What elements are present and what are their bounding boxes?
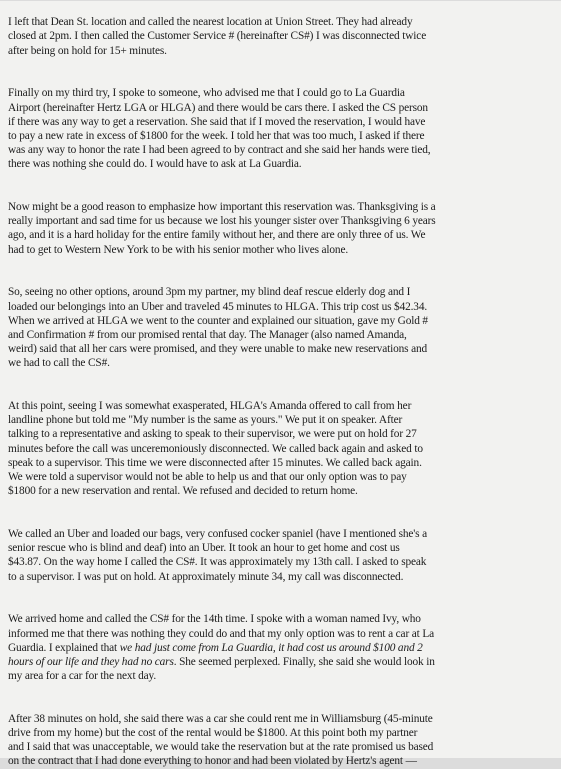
- paragraph-text: We arrived home and called the CS# for the 14th time. I spoke with a woman named Ivy, who informed me that there was nothing they could do and that my only option was to rent a car at La Guardia. I explained that: [8, 613, 434, 654]
- paragraph-1: [8, 1, 555, 58]
- paragraph-text: Now might be a good reason to emphasize how important this reservation was. Thanksgiving is a really important and sad time for us because we lost his younger sister over Thanksgiving 6 years ago, and it is a hard holiday for the entire family without her, and there are only three of us. We had to get to Western New York to be with his senior mother who lives alone.: [8, 201, 436, 256]
- paragraph-text: After 38 minutes on hold, she said there was a car she could rent me in Williamsburg (45-minute drive from my home) but the cost of the rental would be $1800. At this point both my partner and I said that was unacceptable, we would take the reservation but at the rate promised us based on the contract that I had done everything to honor and had been violated by Hertz's agent —: [8, 712, 434, 768]
- paragraph-text: . She seemed perplexed. Finally, she said she would look in my area for a car for the next day.: [8, 655, 435, 683]
- paragraph-text: We called an Uber and loaded our bags, very confused cocker spaniel (have I mentioned she's a senior rescue who is blind and deaf) into an Uber. It took an hour to get home and cost us $43.87. On the way home I called the CS#. It was approximately my 13th call. I asked to speak to a supervisor. I was put on hold. At approximately minute 34, my call was disconnected.: [8, 527, 428, 583]
- emphasized-text: we had just come from La Guardia, it had cost us around $100 and 2 hours of our life and they had no cars: [8, 641, 423, 668]
- paragraph-text: I left that Dean St. location and called the nearest location at Union Street. They had already closed at 2pm. I then called the Customer Service # (hereinafter CS#) I was disconnected twice after being on hold for 15+ minutes.: [8, 16, 427, 57]
- paragraph-8: [8, 698, 555, 769]
- paragraph-text: So, seeing no other options, around 3pm my partner, my blind deaf rescue elderly dog and I loaded our belongings into an Uber and traveled 45 minutes to HLGA. This trip cost us $42.34. When we arrived at HLGA we went to the counter and explained our situation, gave my Gold # and Confirmation # from our promised rental that day. The Manager (also named Amanda, weird) said that all her cars were promised, and they were unable to make new reservations and we had to call the CS#.: [8, 286, 428, 370]
- paragraph-2: [8, 72, 555, 171]
- paragraph-6: [8, 513, 555, 584]
- document-page: [0, 1, 561, 768]
- paragraph-4: [8, 271, 555, 370]
- paragraph-3: [8, 186, 555, 257]
- paragraph-5: [8, 385, 555, 499]
- paragraph-text: Finally on my third try, I spoke to someone, who advised me that I could go to La Guardia Airport (hereinafter Hertz LGA or HLGA) and there would be cars there. I asked the CS person if there was any way to get a reservation. She said that if I moved the reservation, I would have to pay a new rate in excess of $1800 for the week. I told her that was too much, I asked if there was any way to honor the rate I had been agreed to by contract and she said her hands were tied, there was nothing she could do. I would have to ask at La Guardia.: [8, 87, 431, 171]
- paragraph-7: [8, 598, 555, 683]
- paragraph-text: At this point, seeing I was somewhat exasperated, HLGA's Amanda offered to call from her landline phone but told me "My number is the same as yours." We put it on speaker. After talking to a representative and asking to speak to their supervisor, we were put on hold for 27 minutes before the call was unceremoniously disconnected. We called back again and asked to speak to a supervisor. This time we were disconnected after 15 minutes. We called back again. We were told a supervisor would not be able to help us and that our only option was to pay $1800 for a new reservation and rental. We refused and decided to return home.: [8, 400, 423, 498]
